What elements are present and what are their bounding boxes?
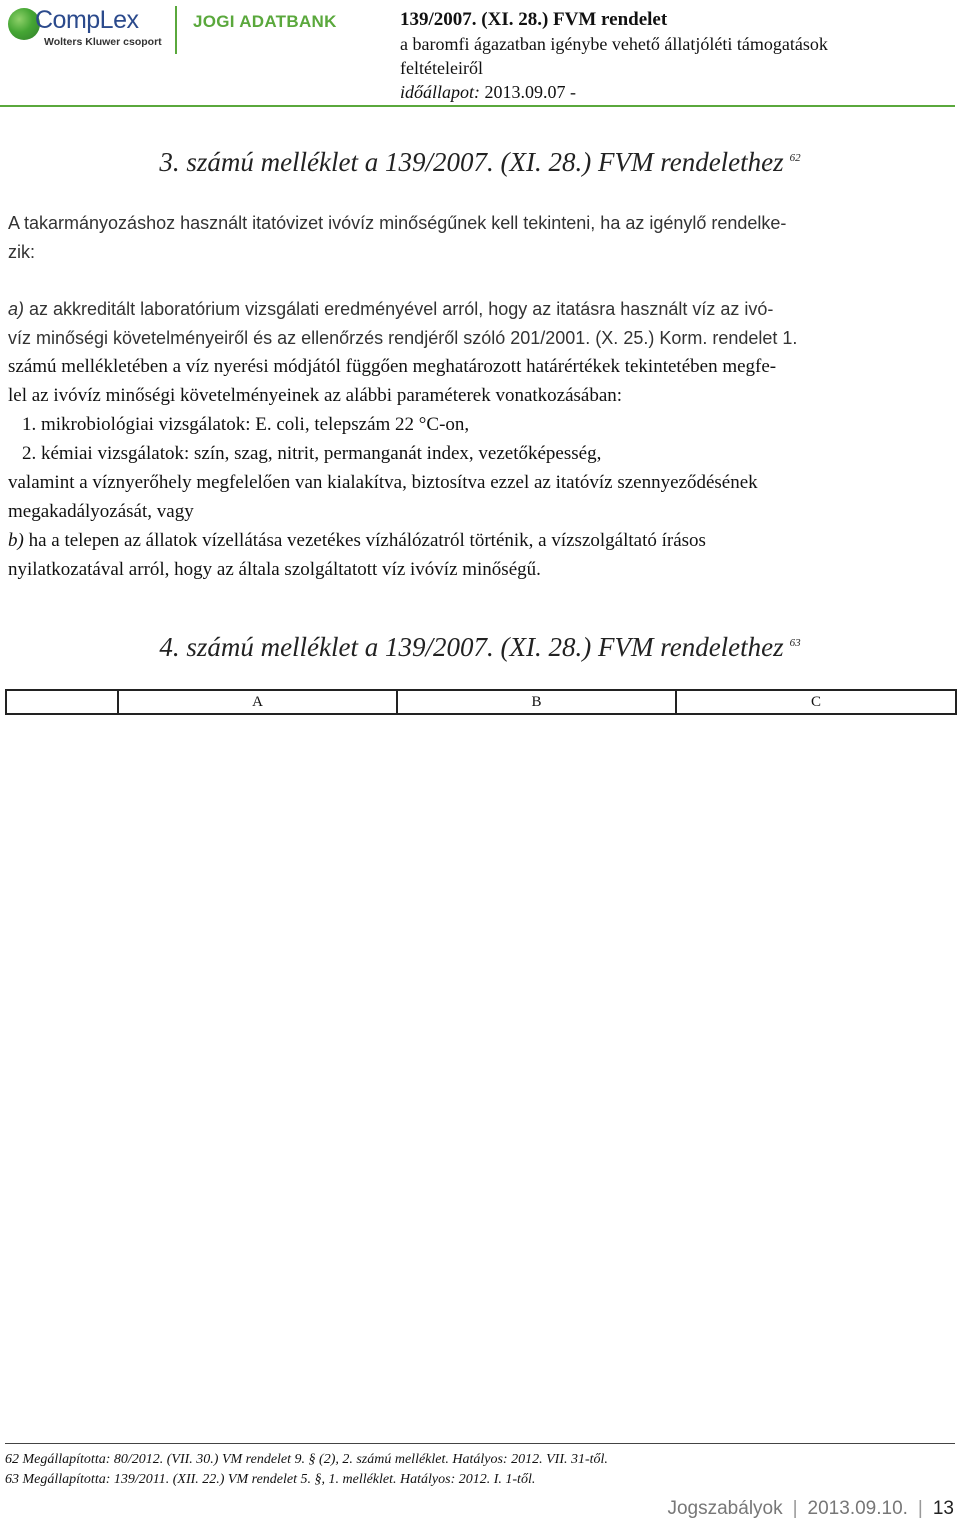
table-header-b: B (398, 691, 677, 713)
footer-date: 2013.09.10. (807, 1498, 908, 1519)
intro-line-2: zik: (8, 242, 35, 262)
footer-separator: | (917, 1498, 923, 1519)
list-item-2: 2. kémiai vizsgálatok: szín, szag, nitrit, permanganát index, vezetőképesség, (22, 443, 602, 464)
point-a-line-2: víz minőségi követelményeiről és az ellenőrzés rendjéről szóló 201/2001. (X. 25.) Korm. rendelet 1. (8, 328, 798, 348)
annex3-point-a-cont (8, 352, 952, 584)
list-item-1: 1. mikrobiológiai vizsgálatok: E. coli, telepszám 22 °C-on, (22, 414, 470, 435)
continuation-line-1: valamint a víznyerőhely megfelelően van kialakítva, biztosítva ezzel az itatóvíz szennyeződésének (8, 472, 758, 493)
annex3-title-text: 3. számú melléklet a 139/2007. (XI. 28.) FVM rendelethez (159, 147, 784, 177)
document-date (400, 80, 955, 104)
annex4-title (0, 632, 960, 663)
footer-source: Jogszabályok (667, 1498, 783, 1519)
complex-logo (8, 6, 168, 48)
table-header-c: C (810, 694, 821, 710)
footnote-rule (5, 1443, 955, 1444)
document-subtitle-line2: feltételeiről (400, 58, 483, 78)
table-header-a: A (119, 691, 398, 713)
annex4-footnote-ref[interactable]: 63 (789, 637, 801, 649)
point-a-label: a) (8, 299, 25, 319)
table-header-empty-cell (7, 691, 119, 713)
annex4-title-text: 4. számú melléklet a 139/2007. (XI. 28.) FVM rendelethez (159, 632, 784, 662)
annex3-intro (8, 209, 952, 267)
footnote-62: 62 Megállapította: 80/2012. (VII. 30.) VM rendelet 9. § (2), 2. számú melléklet. Hatályos: 2012. VII. 31-től. (5, 1452, 608, 1467)
page-header (0, 0, 960, 108)
point-a-line-3: számú mellékletében a víz nyerési módjától függően meghatározott határértékek tekintetében megfe- (8, 356, 777, 377)
annex4-table-header (5, 689, 957, 715)
point-a-line-4: lel az ivóvíz minőségi követelményeinek az alábbi paraméterek vonatkozásában: (8, 385, 623, 406)
complex-logo-subtitle: Wolters Kluwer csoport (44, 36, 162, 48)
document-title: 139/2007. (XI. 28.) FVM rendelet (400, 9, 668, 30)
point-b-label: b) (8, 530, 24, 551)
footnote-63: 63 Megállapította: 139/2011. (XII. 22.) VM rendelet 5. §, 1. melléklet. Hatályos: 2012. I. 1-től. (5, 1472, 536, 1487)
annex3-footnote-ref[interactable]: 62 (789, 152, 801, 164)
jogi-adatbank-logo: JOGI ADATBANK (193, 12, 337, 31)
annex3-title (0, 147, 960, 178)
date-label: időállapot: (400, 82, 480, 102)
page-number: 13 (932, 1498, 954, 1519)
intro-line-1: A takarmányozáshoz használt itatóvizet ivóvíz minőségűnek kell tekinteni, ha az igénylő rendelke- (8, 213, 787, 233)
annex3-point-a (8, 295, 952, 353)
continuation-line-2: megakadályozását, vagy (8, 501, 194, 522)
header-divider (175, 6, 177, 54)
point-b-line-1: ha a telepen az állatok vízellátása vezetékes vízhálózatról történik, a vízszolgáltató írásos (23, 530, 706, 551)
point-a-line-1: az akkreditált laboratórium vizsgálati eredményével arról, hogy az itatásra használt víz az ivó- (24, 299, 774, 319)
complex-logo-name: CompLex (35, 6, 139, 34)
footer-separator: | (792, 1498, 798, 1519)
document-subtitle-line1: a baromfi ágazatban igénybe vehető állatjóléti támogatások (400, 34, 828, 54)
page-footer (667, 1498, 954, 1520)
date-value: 2013.09.07 - (484, 82, 576, 102)
header-rule (0, 105, 955, 107)
point-b-line-2: nyilatkozatával arról, hogy az általa szolgáltatott víz ivóvíz minőségű. (8, 559, 541, 580)
document-header-text (400, 8, 955, 104)
